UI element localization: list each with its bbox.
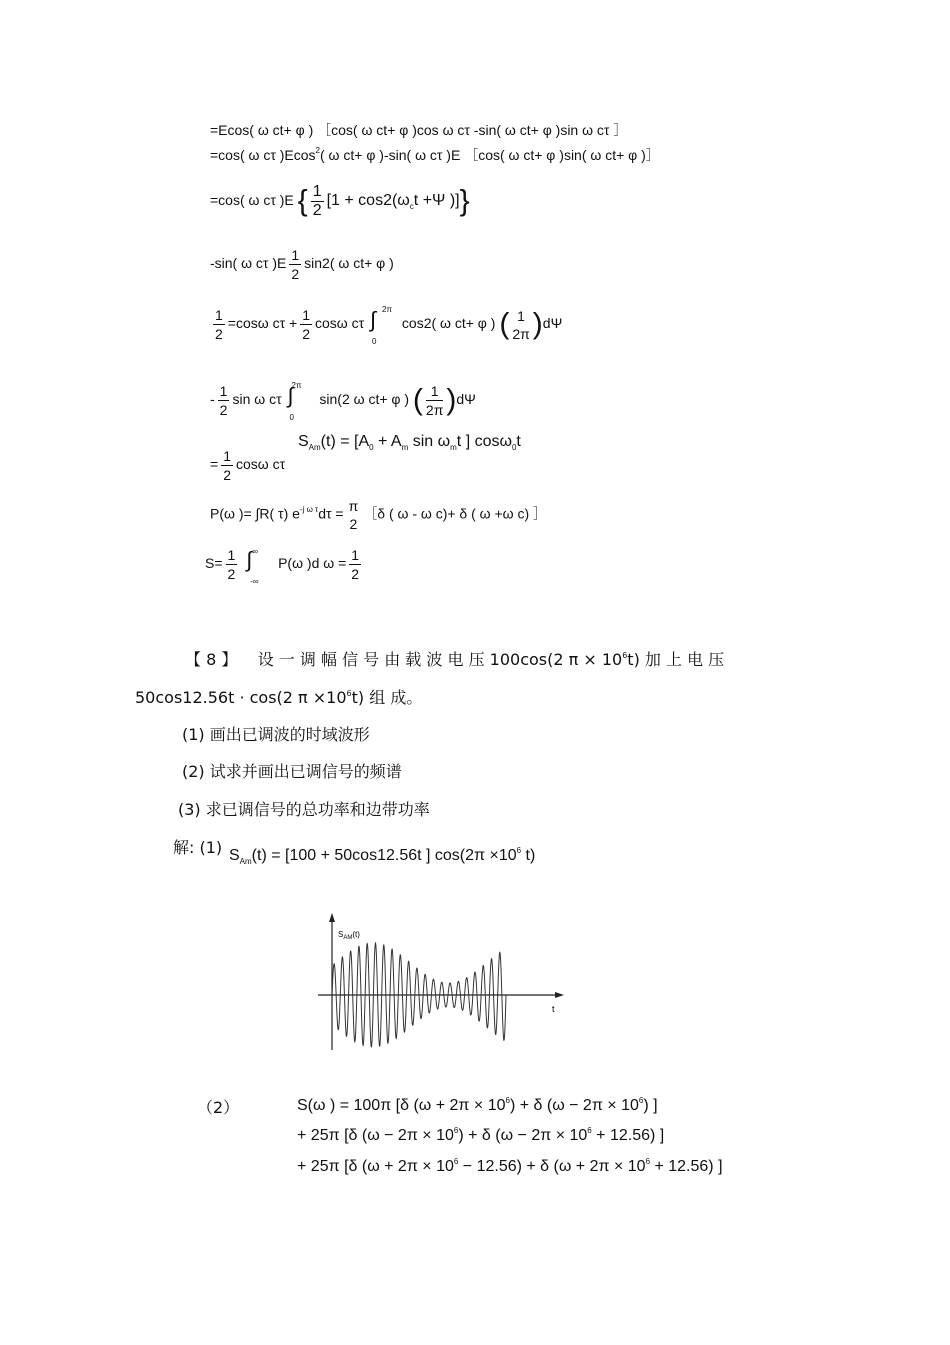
derivation-text: dΨ xyxy=(456,391,476,408)
formula-text: ) ] xyxy=(643,1097,658,1114)
x-axis-arrow xyxy=(555,992,564,998)
question-text: (3) 求已调信号的总功率和边带功率 xyxy=(178,800,430,819)
denominator: 2 xyxy=(215,326,223,342)
numerator: 1 xyxy=(312,183,322,200)
formula-text: t) xyxy=(521,847,536,864)
fraction xyxy=(221,447,233,484)
numerator: 1 xyxy=(302,307,310,323)
superscript: 2 xyxy=(315,146,320,155)
spectrum-label xyxy=(197,1098,239,1118)
derivation-text: dΨ xyxy=(542,315,563,332)
subscript: c xyxy=(409,202,414,212)
problem-8-line-1 xyxy=(185,650,724,673)
derivation-line-9 xyxy=(205,546,364,586)
solution-label: （2） xyxy=(197,1098,240,1117)
denominator: 2 xyxy=(302,326,310,342)
numerator: 1 xyxy=(426,382,443,401)
derivation-line-5 xyxy=(210,304,563,346)
derivation-line-1 xyxy=(210,121,627,139)
integral-lower: 0 xyxy=(289,412,294,422)
denominator: 2 xyxy=(219,402,228,418)
superscript: 6 xyxy=(622,651,628,660)
formula-text: (t) = [100 + 50cos12.56t ] cos(2π ×10 xyxy=(251,847,517,864)
numerator: π xyxy=(348,498,359,514)
formula-text: t xyxy=(516,433,521,450)
integral-upper: ∞ xyxy=(252,546,258,556)
question-text: (2) 试求并画出已调信号的频谱 xyxy=(182,762,402,781)
derivation-line-4 xyxy=(210,246,394,283)
denominator: 2 xyxy=(227,566,236,582)
integral-upper: 2π xyxy=(382,304,392,314)
formula-text: ) + δ (ω − 2π × 10 xyxy=(509,1097,639,1114)
y-axis-label: $S_{AM}(t)$ xyxy=(338,930,360,941)
formula-text: + 12.56) ] xyxy=(591,1127,665,1144)
derivation-text: =cos( ω cτ )Ecos xyxy=(210,147,316,163)
superscript: 6 xyxy=(638,1096,644,1105)
problem-text: 50cos12.56t · cos(2 π ×10 xyxy=(135,688,347,707)
problem-8-line-2 xyxy=(135,688,422,711)
formula-text: + 25π [δ (ω − 2π × 10 xyxy=(297,1127,454,1144)
sam-formula xyxy=(298,433,521,453)
derivation-line-7 xyxy=(210,447,285,484)
left-paren: ( xyxy=(412,383,423,417)
integral-upper: 2π xyxy=(291,380,302,390)
fraction xyxy=(213,306,225,343)
problem-text: t) 加 上 电 压 xyxy=(627,650,725,669)
subscript: 0 xyxy=(511,443,517,452)
right-paren: ) xyxy=(446,383,457,417)
right-brace: } xyxy=(459,184,470,218)
derivation-line-3 xyxy=(210,183,470,220)
denominator: 2 xyxy=(223,467,231,483)
derivation-text: [1 + cos2(ω xyxy=(326,192,410,210)
question-2 xyxy=(182,762,402,782)
x-axis-label: t xyxy=(552,1004,555,1014)
formula-text: + A xyxy=(373,433,402,450)
fraction xyxy=(218,382,230,419)
problem-text: t) 组 成。 xyxy=(351,688,423,707)
numerator: 1 xyxy=(215,307,223,323)
am-waveform-chart xyxy=(310,910,570,1055)
superscript: 6 xyxy=(453,1157,459,1166)
derivation-line-6 xyxy=(210,380,476,422)
y-axis-arrow xyxy=(329,913,335,922)
solution-label: 解: (1) xyxy=(173,838,223,857)
integral-sign: ∫ 2π 0 xyxy=(368,307,398,343)
fraction xyxy=(289,246,301,283)
numerator: 1 xyxy=(517,307,525,324)
subscript: 0 xyxy=(369,443,374,452)
formula-text: S xyxy=(229,847,240,864)
fraction xyxy=(347,497,361,533)
derivation-text: cos2( ω ct+ φ ) xyxy=(401,315,496,332)
question-3 xyxy=(178,800,430,820)
spectrum-line-1 xyxy=(297,1096,658,1118)
derivation-text: cosω cτ xyxy=(235,456,286,473)
integral-sign: ∫ 2π 0 xyxy=(286,383,316,419)
subscript: m xyxy=(401,443,409,452)
formula-text: S(ω ) = 100π [δ (ω + 2π × 10 xyxy=(297,1097,506,1114)
formula-text: + 12.56) ] xyxy=(650,1158,723,1175)
right-paren: ) xyxy=(532,307,543,341)
subscript: Am xyxy=(308,443,321,452)
solution-1-formula xyxy=(229,846,535,868)
derivation-text: dτ = xyxy=(318,505,344,522)
numerator: 1 xyxy=(219,383,228,399)
superscript: 6 xyxy=(346,689,352,698)
derivation-text: S= xyxy=(205,555,223,572)
formula-text: − 12.56) + δ (ω + 2π × 10 xyxy=(458,1158,646,1175)
fraction xyxy=(311,183,324,220)
derivation-text: -sin( ω cτ )E xyxy=(210,255,287,272)
superscript: 6 xyxy=(505,1096,510,1105)
denominator: 2π xyxy=(512,325,530,342)
left-brace: { xyxy=(297,184,308,218)
problem-text: 设 一 调 幅 信 号 由 载 波 电 压 100cos(2 π × 10 xyxy=(257,650,623,669)
formula-text: sin ω xyxy=(408,433,451,450)
subscript: Am xyxy=(239,857,252,866)
formula-text: + 25π [δ (ω + 2π × 10 xyxy=(297,1158,454,1175)
integral-lower: 0 xyxy=(372,336,377,346)
derivation-line-2 xyxy=(210,146,660,167)
superscript: 6 xyxy=(587,1126,592,1135)
integral-lower: -∞ xyxy=(250,576,259,586)
formula-text: ) + δ (ω − 2π × 10 xyxy=(458,1127,588,1144)
problem-number: 【 8 】 xyxy=(185,650,238,669)
formula-text: S xyxy=(298,433,309,450)
denominator: 2 xyxy=(349,516,358,532)
derivation-text: ( ω ct+ φ )-sin( ω cτ )E ［cos( ω ct+ φ )sin( ω ct+ φ )］ xyxy=(320,147,660,163)
derivation-text: sin ω cτ xyxy=(232,391,282,408)
derivation-text: =cosω cτ + xyxy=(227,315,298,332)
question-1 xyxy=(182,725,370,745)
derivation-text: t +Ψ )] xyxy=(413,192,460,210)
derivation-text: ［δ ( ω - ω c)+ δ ( ω +ω c) ］ xyxy=(363,505,548,522)
left-paren: ( xyxy=(499,307,510,341)
derivation-text: - xyxy=(210,391,215,408)
derivation-text: P(ω )d ω = xyxy=(278,555,347,572)
superscript: 6 xyxy=(453,1126,459,1135)
subscript: m xyxy=(450,443,457,452)
superscript: 6 xyxy=(645,1157,651,1166)
fraction xyxy=(426,382,443,419)
denominator: 2 xyxy=(291,266,300,282)
spectrum-line-3 xyxy=(297,1157,723,1179)
denominator: 2 xyxy=(312,202,322,219)
derivation-text: sin2( ω ct+ φ ) xyxy=(304,255,394,272)
spectrum-line-2 xyxy=(297,1126,664,1148)
derivation-text: cosω cτ xyxy=(314,315,365,332)
superscript: 6 xyxy=(516,846,522,855)
formula-text: (t) = [A xyxy=(320,433,370,450)
numerator: 1 xyxy=(351,547,360,563)
numerator: 1 xyxy=(227,547,236,563)
denominator: 2π xyxy=(425,402,444,418)
integral-sign: ∫ ∞ -∞ xyxy=(244,547,274,583)
solution-1-label xyxy=(173,838,222,858)
fraction xyxy=(300,306,312,343)
derivation-text: sin(2 ω ct+ φ ) xyxy=(319,391,410,408)
derivation-line-8 xyxy=(210,497,547,533)
numerator: 1 xyxy=(223,448,231,464)
derivation-text: =cos( ω cτ )E xyxy=(210,192,294,209)
superscript: -j ω τ xyxy=(299,504,319,514)
question-text: (1) 画出已调波的时域波形 xyxy=(182,725,370,744)
formula-text: t ] cosω xyxy=(456,433,512,450)
denominator: 2 xyxy=(351,566,360,582)
derivation-text: P(ω )= ∫R( τ) e xyxy=(210,505,300,522)
fraction xyxy=(349,546,361,583)
fraction xyxy=(226,546,238,583)
fraction xyxy=(512,307,529,343)
derivation-text: =Ecos( ω ct+ φ ) ［cos( ω ct+ φ )cos ω cτ -sin( ω ct+ φ )sin ω cτ ］ xyxy=(210,122,628,138)
derivation-text: = xyxy=(210,456,219,473)
numerator: 1 xyxy=(291,247,300,263)
